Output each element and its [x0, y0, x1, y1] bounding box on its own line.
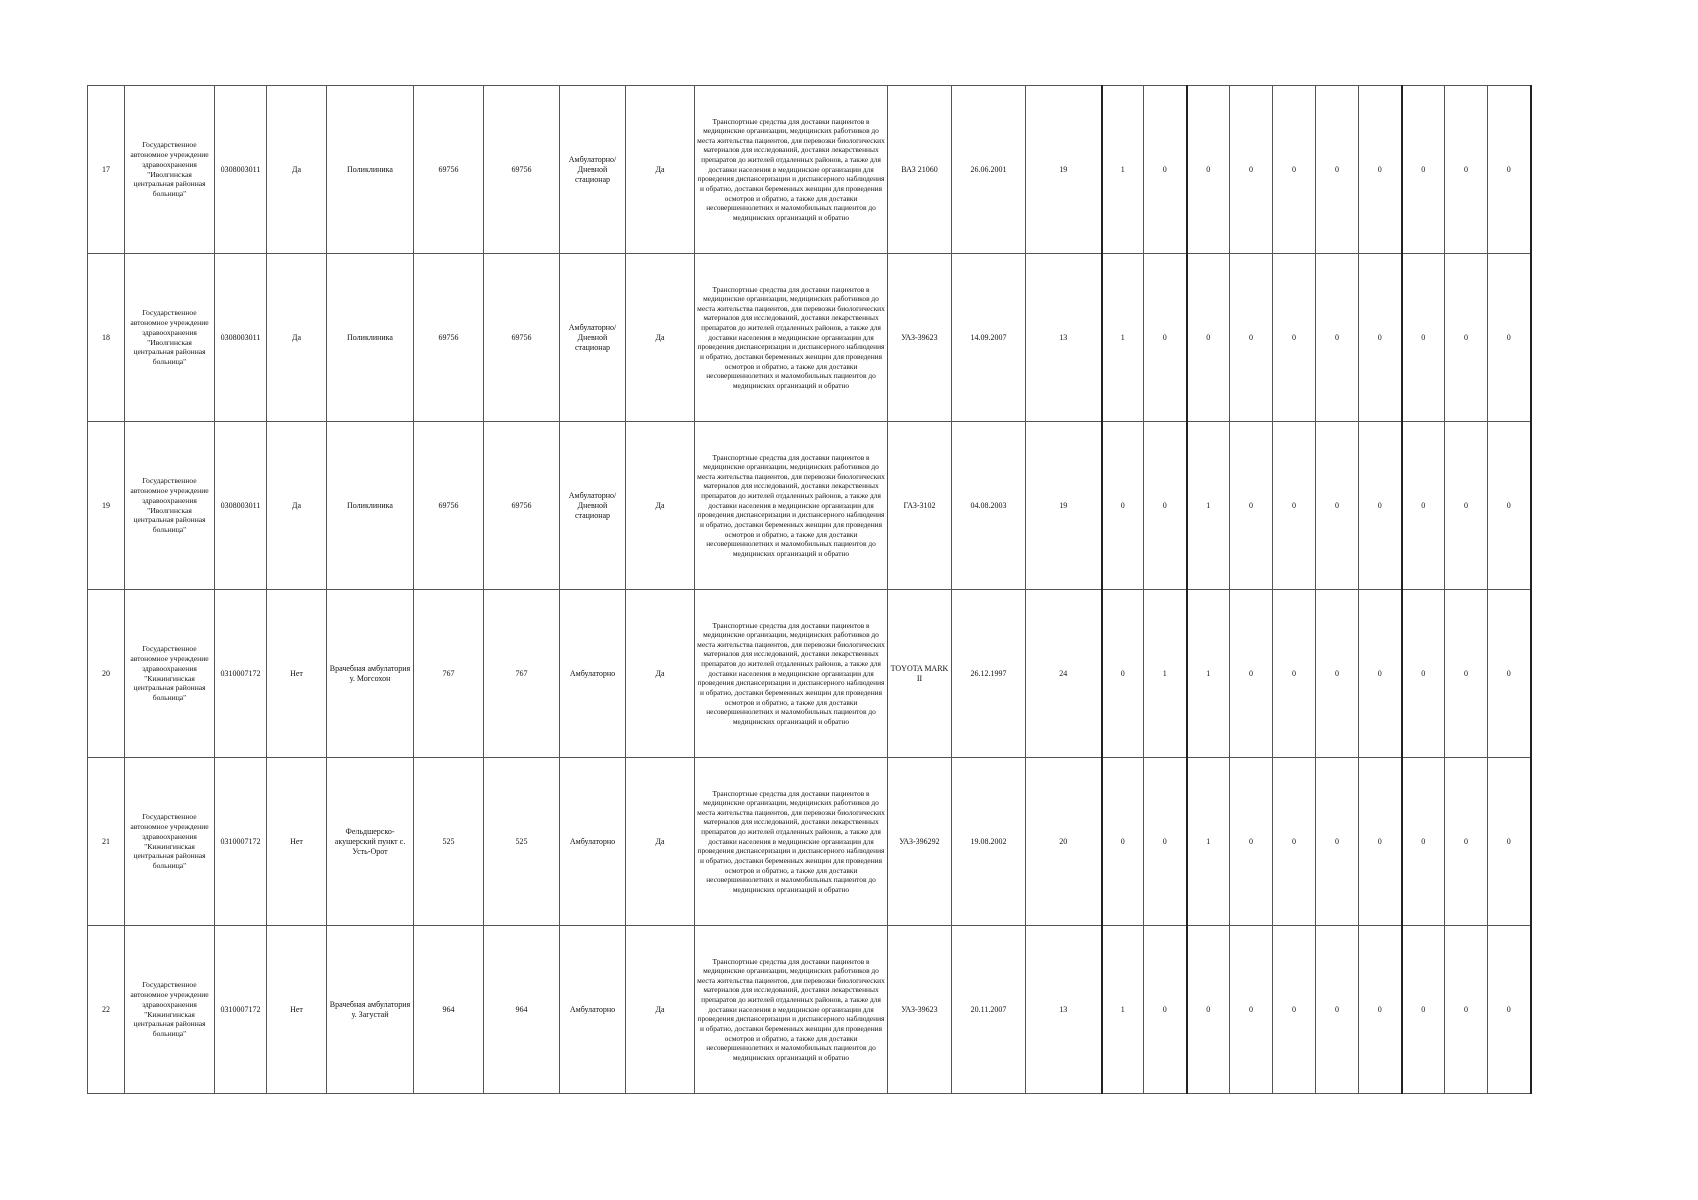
row-number-cell: 22 — [88, 926, 125, 1094]
vehicle-purpose-cell: Транспортные средства для доставки пациентов в медицинские организации, медицинских работников до места жительства пациентов, для перевозки биологических материалов для исследований, доставки лекарственных препаратов до жителей отдаленных районов, а также для доставки населения в медицинские организации для проведения диспансеризации и диспансерного наблюдения и обратно, доставки беременных женщин для проведения осмотров и обратно, а также для доставки несовершеннолетних и маломобильных пациентов до медицинских организаций и обратно — [695, 926, 888, 1094]
count-cell: 0 — [1187, 254, 1230, 422]
count-cell: 0 — [1359, 422, 1402, 590]
vehicle-purpose-cell: Транспортные средства для доставки пациентов в медицинские организации, медицинских работников до места жительства пациентов, для перевозки биологических материалов для исследований, доставки лекарственных препаратов до жителей отдаленных районов, а также для доставки населения в медицинские организации для проведения диспансеризации и диспансерного наблюдения и обратно, доставки беременных женщин для проведения осмотров и обратно, а также для доставки несовершеннолетних и маломобильных пациентов до медицинских организаций и обратно — [695, 86, 888, 254]
count-cell: 1 — [1187, 590, 1230, 758]
count-cell: 1 — [1102, 254, 1144, 422]
flag2-cell: Да — [626, 422, 695, 590]
organization-cell: Государственное автономное учреждение здравоохранения "Кижингинская центральная районная больница" — [125, 758, 215, 926]
organization-cell: Государственное автономное учреждение здравоохранения "Кижингинская центральная районная больница" — [125, 926, 215, 1094]
table-row — [88, 926, 1531, 1094]
flag-cell: Нет — [267, 758, 327, 926]
org-code-cell: 0310007172 — [215, 758, 267, 926]
flag-cell: Да — [267, 254, 327, 422]
count-cell: 0 — [1445, 926, 1488, 1094]
count-cell: 1 — [1144, 590, 1187, 758]
count-cell: 0 — [1102, 422, 1144, 590]
count-cell: 0 — [1402, 422, 1445, 590]
population-served-cell: 525 — [484, 758, 560, 926]
unit-name-cell: Врачебная амбулатория у. Могсохон — [327, 590, 414, 758]
unit-name-cell: Поликлиника — [327, 422, 414, 590]
population-attached-cell: 69756 — [414, 86, 484, 254]
org-code-cell: 0308003011 — [215, 422, 267, 590]
registration-date-cell: 04.08.2003 — [952, 422, 1026, 590]
count-cell: 0 — [1402, 758, 1445, 926]
count-cell: 0 — [1488, 590, 1531, 758]
vehicle-age-cell: 20 — [1026, 758, 1102, 926]
flag2-cell: Да — [626, 926, 695, 1094]
flag-cell: Нет — [267, 926, 327, 1094]
count-cell: 0 — [1273, 926, 1316, 1094]
row-number-cell: 18 — [88, 254, 125, 422]
count-cell: 0 — [1488, 254, 1531, 422]
count-cell: 0 — [1273, 254, 1316, 422]
care-type-cell: Амбулаторно/Дневной стационар — [560, 86, 626, 254]
flag-cell: Да — [267, 422, 327, 590]
table-row — [88, 590, 1531, 758]
org-code-cell: 0310007172 — [215, 590, 267, 758]
flag2-cell: Да — [626, 86, 695, 254]
count-cell: 0 — [1230, 758, 1273, 926]
vehicle-model-cell: ГАЗ-3102 — [888, 422, 952, 590]
organization-cell: Государственное автономное учреждение здравоохранения "Иволгинская центральная районная больница" — [125, 86, 215, 254]
org-code-cell: 0308003011 — [215, 86, 267, 254]
flag2-cell: Да — [626, 590, 695, 758]
count-cell: 0 — [1102, 758, 1144, 926]
flag2-cell: Да — [626, 254, 695, 422]
count-cell: 0 — [1445, 86, 1488, 254]
registration-date-cell: 19.08.2002 — [952, 758, 1026, 926]
vehicle-age-cell: 19 — [1026, 86, 1102, 254]
count-cell: 0 — [1488, 422, 1531, 590]
count-cell: 0 — [1273, 758, 1316, 926]
vehicle-model-cell: TOYOTA MARK II — [888, 590, 952, 758]
count-cell: 0 — [1144, 422, 1187, 590]
registration-date-cell: 20.11.2007 — [952, 926, 1026, 1094]
count-cell: 0 — [1445, 422, 1488, 590]
count-cell: 0 — [1402, 86, 1445, 254]
population-served-cell: 767 — [484, 590, 560, 758]
count-cell: 0 — [1187, 926, 1230, 1094]
registration-date-cell: 26.12.1997 — [952, 590, 1026, 758]
registration-date-cell: 26.06.2001 — [952, 86, 1026, 254]
organization-cell: Государственное автономное учреждение здравоохранения "Кижингинская центральная районная больница" — [125, 590, 215, 758]
vehicle-model-cell: УАЗ-396292 — [888, 758, 952, 926]
care-type-cell: Амбулаторно — [560, 758, 626, 926]
organization-cell: Государственное автономное учреждение здравоохранения "Иволгинская центральная районная больница" — [125, 422, 215, 590]
row-number-cell: 21 — [88, 758, 125, 926]
unit-name-cell: Поликлиника — [327, 86, 414, 254]
population-attached-cell: 69756 — [414, 422, 484, 590]
organization-cell: Государственное автономное учреждение здравоохранения "Иволгинская центральная районная больница" — [125, 254, 215, 422]
flag2-cell: Да — [626, 758, 695, 926]
count-cell: 0 — [1359, 758, 1402, 926]
count-cell: 0 — [1316, 926, 1359, 1094]
count-cell: 0 — [1230, 254, 1273, 422]
count-cell: 1 — [1102, 926, 1144, 1094]
row-number-cell: 20 — [88, 590, 125, 758]
count-cell: 1 — [1187, 422, 1230, 590]
count-cell: 0 — [1488, 86, 1531, 254]
org-code-cell: 0310007172 — [215, 926, 267, 1094]
count-cell: 0 — [1316, 254, 1359, 422]
care-type-cell: Амбулаторно/Дневной стационар — [560, 422, 626, 590]
count-cell: 1 — [1102, 86, 1144, 254]
count-cell: 0 — [1445, 590, 1488, 758]
population-served-cell: 964 — [484, 926, 560, 1094]
count-cell: 0 — [1402, 254, 1445, 422]
population-attached-cell: 525 — [414, 758, 484, 926]
count-cell: 0 — [1316, 758, 1359, 926]
count-cell: 0 — [1144, 254, 1187, 422]
count-cell: 0 — [1273, 422, 1316, 590]
count-cell: 0 — [1488, 926, 1531, 1094]
row-number-cell: 17 — [88, 86, 125, 254]
count-cell: 0 — [1402, 926, 1445, 1094]
population-served-cell: 69756 — [484, 86, 560, 254]
count-cell: 0 — [1187, 86, 1230, 254]
count-cell: 0 — [1273, 590, 1316, 758]
count-cell: 0 — [1316, 422, 1359, 590]
population-attached-cell: 964 — [414, 926, 484, 1094]
count-cell: 0 — [1316, 590, 1359, 758]
count-cell: 0 — [1445, 254, 1488, 422]
vehicle-age-cell: 19 — [1026, 422, 1102, 590]
vehicle-age-cell: 24 — [1026, 590, 1102, 758]
vehicle-purpose-cell: Транспортные средства для доставки пациентов в медицинские организации, медицинских работников до места жительства пациентов, для перевозки биологических материалов для исследований, доставки лекарственных препаратов до жителей отдаленных районов, а также для доставки населения в медицинские организации для проведения диспансеризации и диспансерного наблюдения и обратно, доставки беременных женщин для проведения осмотров и обратно, а также для доставки несовершеннолетних и маломобильных пациентов до медицинских организаций и обратно — [695, 590, 888, 758]
flag-cell: Да — [267, 86, 327, 254]
population-served-cell: 69756 — [484, 422, 560, 590]
registration-date-cell: 14.09.2007 — [952, 254, 1026, 422]
vehicle-purpose-cell: Транспортные средства для доставки пациентов в медицинские организации, медицинских работников до места жительства пациентов, для перевозки биологических материалов для исследований, доставки лекарственных препаратов до жителей отдаленных районов, а также для доставки населения в медицинские организации для проведения диспансеризации и диспансерного наблюдения и обратно, доставки беременных женщин для проведения осмотров и обратно, а также для доставки несовершеннолетних и маломобильных пациентов до медицинских организаций и обратно — [695, 758, 888, 926]
vehicle-age-cell: 13 — [1026, 254, 1102, 422]
vehicle-age-cell: 13 — [1026, 926, 1102, 1094]
vehicle-purpose-cell: Транспортные средства для доставки пациентов в медицинские организации, медицинских работников до места жительства пациентов, для перевозки биологических материалов для исследований, доставки лекарственных препаратов до жителей отдаленных районов, а также для доставки населения в медицинские организации для проведения диспансеризации и диспансерного наблюдения и обратно, доставки беременных женщин для проведения осмотров и обратно, а также для доставки несовершеннолетних и маломобильных пациентов до медицинских организаций и обратно — [695, 254, 888, 422]
care-type-cell: Амбулаторно/Дневной стационар — [560, 254, 626, 422]
count-cell: 0 — [1359, 254, 1402, 422]
table-row — [88, 422, 1531, 590]
care-type-cell: Амбулаторно — [560, 926, 626, 1094]
count-cell: 0 — [1144, 86, 1187, 254]
unit-name-cell: Врачебная амбулатория у. Загустай — [327, 926, 414, 1094]
count-cell: 0 — [1230, 86, 1273, 254]
count-cell: 1 — [1187, 758, 1230, 926]
count-cell: 0 — [1144, 926, 1187, 1094]
table-row — [88, 86, 1531, 254]
count-cell: 0 — [1230, 926, 1273, 1094]
count-cell: 0 — [1402, 590, 1445, 758]
table-row — [88, 758, 1531, 926]
count-cell: 0 — [1230, 590, 1273, 758]
count-cell: 0 — [1445, 758, 1488, 926]
org-code-cell: 0308003011 — [215, 254, 267, 422]
vehicle-model-cell: УАЗ-39623 — [888, 254, 952, 422]
population-attached-cell: 69756 — [414, 254, 484, 422]
count-cell: 0 — [1359, 926, 1402, 1094]
count-cell: 0 — [1488, 758, 1531, 926]
count-cell: 0 — [1359, 86, 1402, 254]
count-cell: 0 — [1144, 758, 1187, 926]
vehicle-purpose-cell: Транспортные средства для доставки пациентов в медицинские организации, медицинских работников до места жительства пациентов, для перевозки биологических материалов для исследований, доставки лекарственных препаратов до жителей отдаленных районов, а также для доставки населения в медицинские организации для проведения диспансеризации и диспансерного наблюдения и обратно, доставки беременных женщин для проведения осмотров и обратно, а также для доставки несовершеннолетних и маломобильных пациентов до медицинских организаций и обратно — [695, 422, 888, 590]
vehicle-model-cell: ВАЗ 21060 — [888, 86, 952, 254]
row-number-cell: 19 — [88, 422, 125, 590]
unit-name-cell: Фельдшерско-акушерский пункт с. Усть-Орот — [327, 758, 414, 926]
vehicle-model-cell: УАЗ-39623 — [888, 926, 952, 1094]
vehicle-register-table — [87, 85, 1532, 1094]
count-cell: 0 — [1102, 590, 1144, 758]
count-cell: 0 — [1316, 86, 1359, 254]
population-attached-cell: 767 — [414, 590, 484, 758]
unit-name-cell: Поликлиника — [327, 254, 414, 422]
table-row — [88, 254, 1531, 422]
care-type-cell: Амбулаторно — [560, 590, 626, 758]
population-served-cell: 69756 — [484, 254, 560, 422]
count-cell: 0 — [1359, 590, 1402, 758]
flag-cell: Нет — [267, 590, 327, 758]
count-cell: 0 — [1273, 86, 1316, 254]
count-cell: 0 — [1230, 422, 1273, 590]
